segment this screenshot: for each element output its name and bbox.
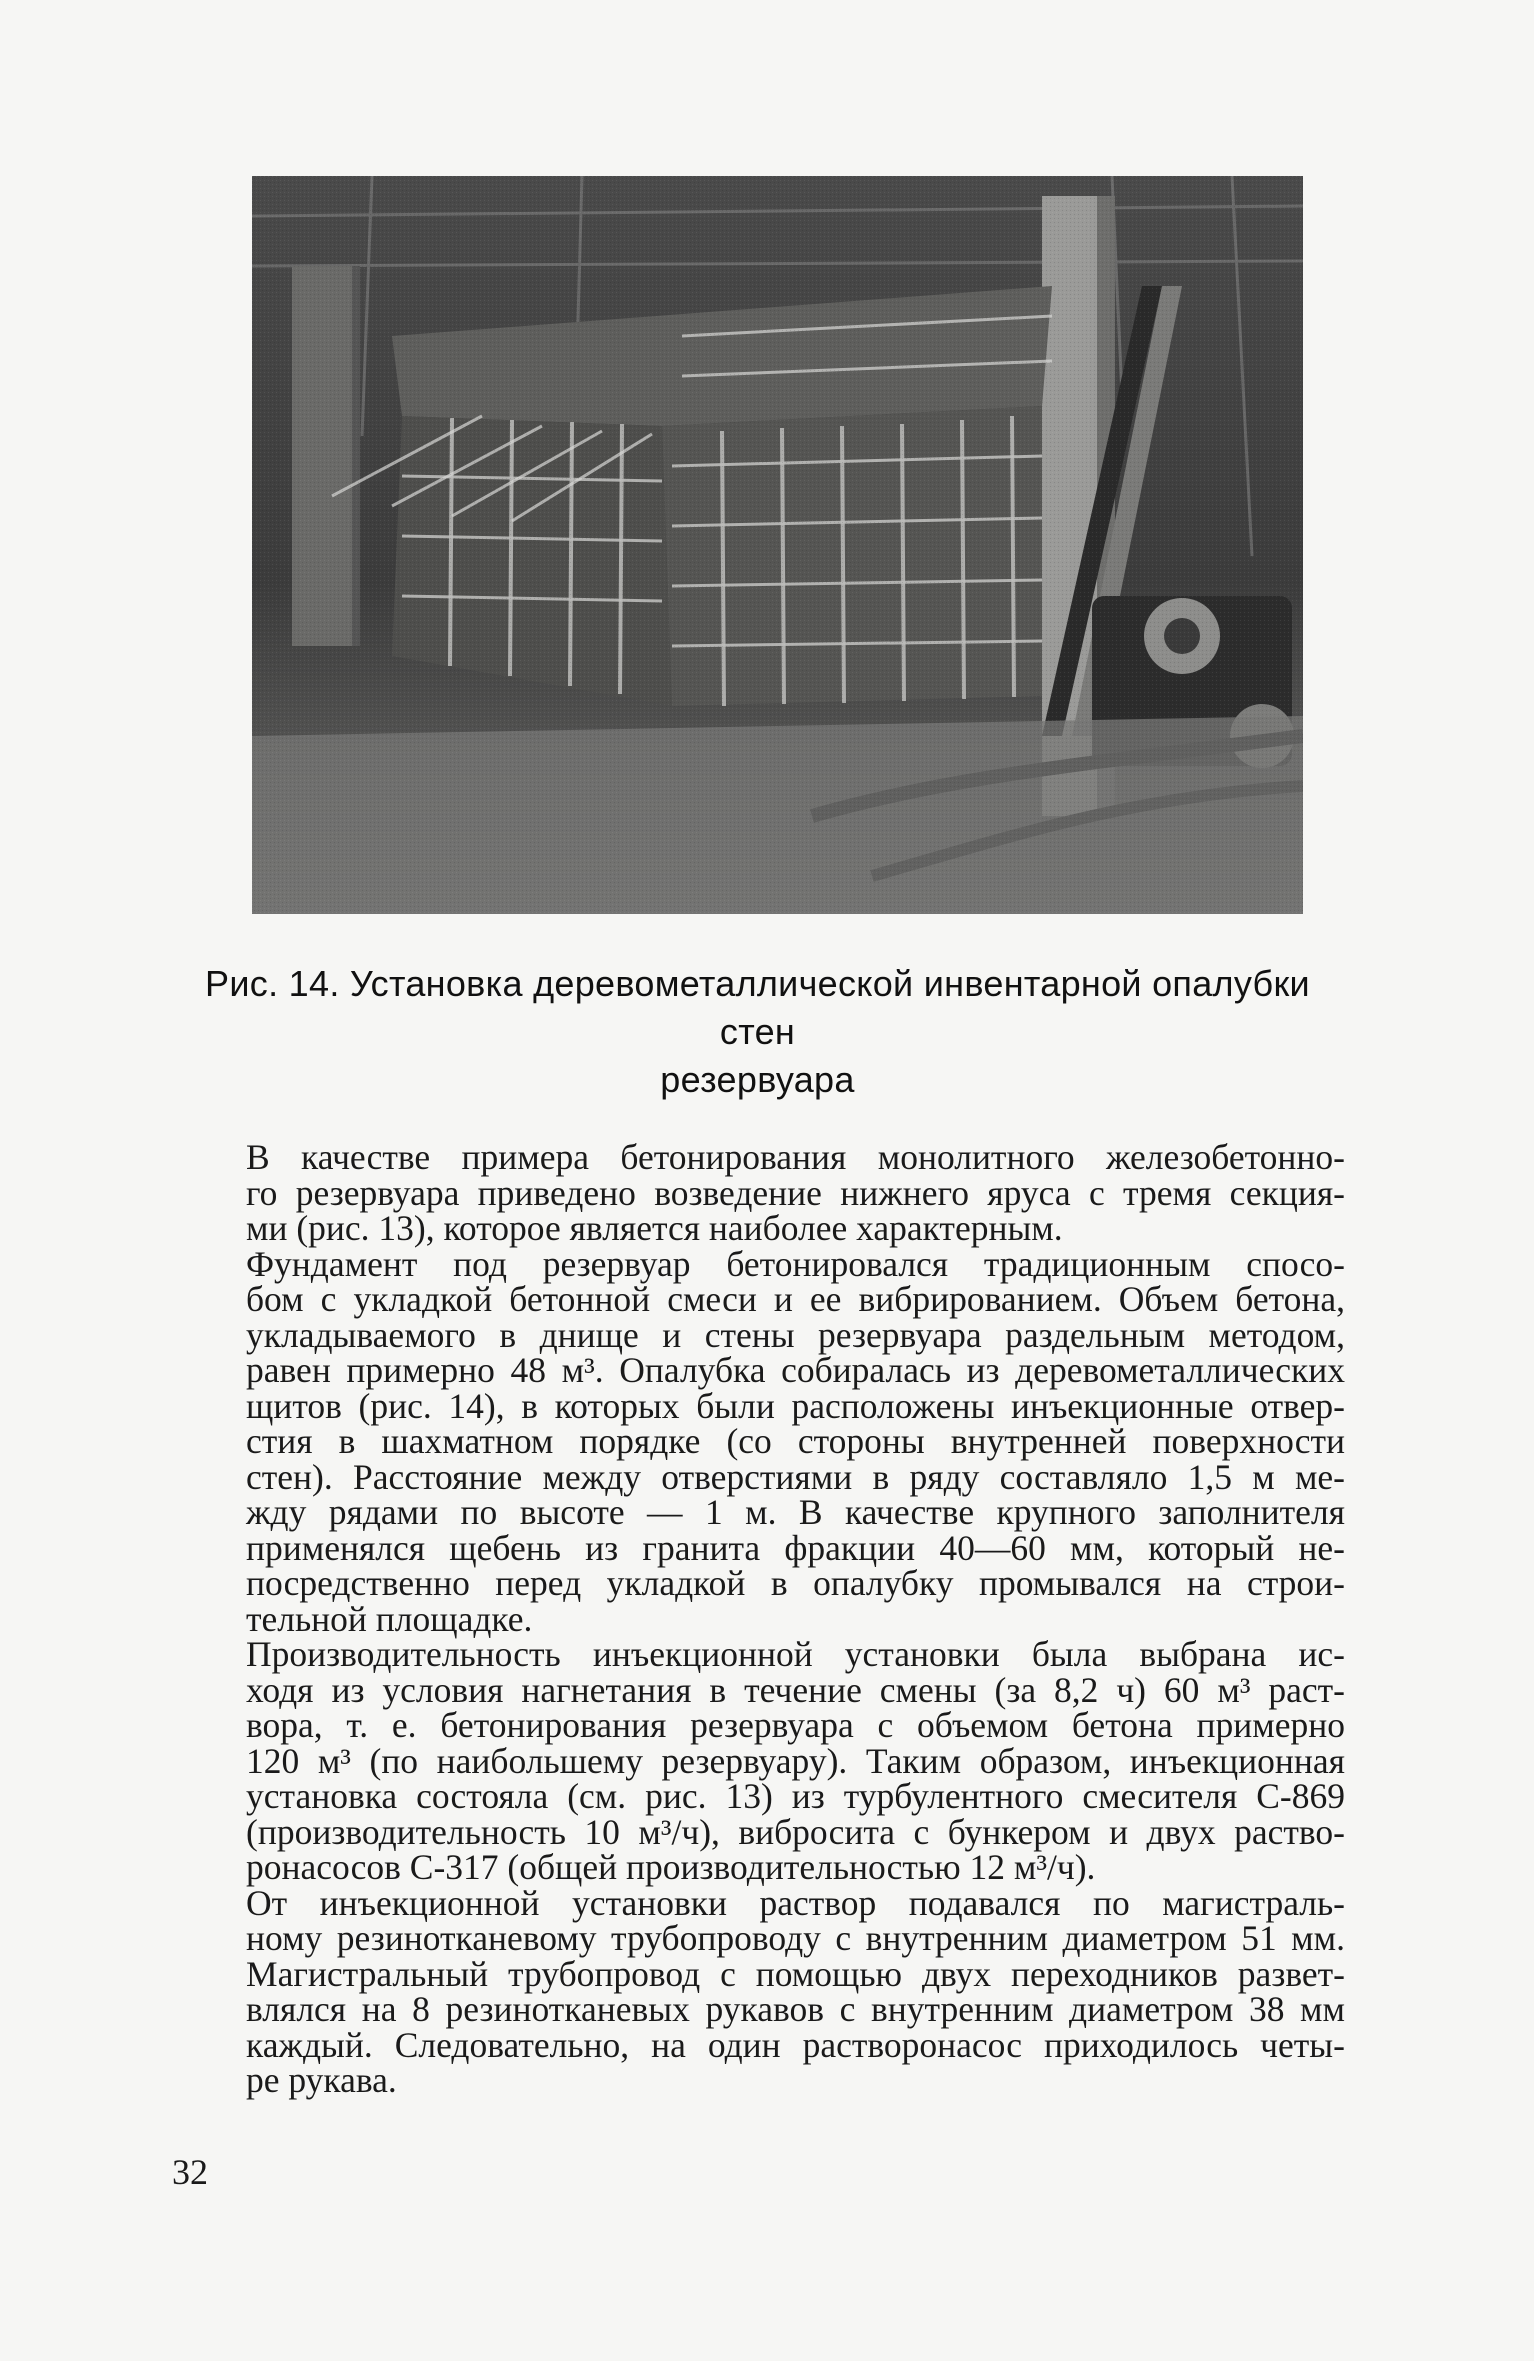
- paragraph-1: [170, 1137, 1345, 1248]
- text-line: От инъекционной установки раствор подавался по магистраль-: [246, 1882, 1345, 1923]
- text-line: Фундамент под резервуар бетонировался традиционным спосо-: [246, 1243, 1345, 1284]
- paragraph-3: [170, 1634, 1345, 1887]
- text-line: каждый. Следовательно, на один растворонасос приходилось четы-: [246, 2024, 1345, 2065]
- text-line: жду рядами по высоте — 1 м. В качестве крупного заполнителя: [246, 1492, 1345, 1532]
- text-line: влялся на 8 резинотканевых рукавов с внутренним диаметром 38 мм: [246, 1989, 1345, 2029]
- text-line: бом с укладкой бетонной смеси и ее вибрированием. Объем бетона,: [246, 1279, 1345, 1319]
- text-line: Производительность инъекционной установки была выбрана ис-: [246, 1634, 1345, 1674]
- text-line: укладываемого в днище и стены резервуара раздельным методом,: [246, 1314, 1345, 1355]
- text-line: ходя из условия нагнетания в течение смены (за 8,2 ч) 60 м³ раст-: [246, 1669, 1345, 1710]
- figure-caption: [170, 960, 1345, 1104]
- text-line: установка состояла (см. рис. 13) из турбулентного смесителя С-869: [246, 1776, 1345, 1816]
- text-line: стен). Расстояние между отверстиями в ряду составляло 1,5 м ме-: [246, 1456, 1345, 1497]
- caption-line-1: Рис. 14. Установка деревометаллической инвентарной опалубки стен: [205, 963, 1310, 1052]
- paragraph-2: [170, 1243, 1345, 1639]
- text-line: применялся щебень из гранита фракции 40—60 мм, который не-: [246, 1527, 1345, 1568]
- text-line: го резервуара приведено возведение нижнего яруса с тремя секция-: [246, 1172, 1345, 1213]
- text-line: стия в шахматном порядке (со стороны внутренней поверхности: [246, 1421, 1345, 1461]
- text-line: Магистральный трубопровод с помощью двух переходников развет-: [246, 1953, 1345, 1994]
- body-text: [170, 1137, 1345, 2100]
- text-line: равен примерно 48 м³. Опалубка собиралась из деревометаллических: [246, 1350, 1345, 1390]
- text-line: ре рукава.: [246, 2060, 397, 2100]
- text-line: щитов (рис. 14), в которых были расположены инъекционные отвер-: [246, 1385, 1345, 1426]
- text-line: посредственно перед укладкой в опалубку промывался на строи-: [246, 1563, 1345, 1603]
- text-line: В качестве примера бетонирования монолитного железобетонно-: [246, 1137, 1345, 1177]
- paragraph-4: [170, 1882, 1345, 2100]
- text-line: ронасосов С-317 (общей производительностью 12 м³/ч).: [246, 1847, 1096, 1887]
- formwork-photo: [252, 176, 1303, 914]
- caption-line-2: резервуара: [660, 1059, 855, 1100]
- formwork-photo-drawing: [252, 176, 1303, 914]
- text-line: ми (рис. 13), которое является наиболее характерным.: [246, 1208, 1063, 1248]
- text-line: ному резинотканевому трубопроводу с внутренним диаметром 51 мм.: [246, 1918, 1345, 1958]
- page-number: 32: [172, 2152, 208, 2192]
- text-line: вора, т. е. бетонирования резервуара с объемом бетона примерно: [246, 1705, 1345, 1745]
- text-line: (производительность 10 м³/ч), вибросита с бункером и двух раство-: [246, 1811, 1345, 1852]
- text-line: тельной площадке.: [246, 1598, 533, 1639]
- text-line: 120 м³ (по наибольшему резервуару). Таким образом, инъекционная: [246, 1740, 1345, 1781]
